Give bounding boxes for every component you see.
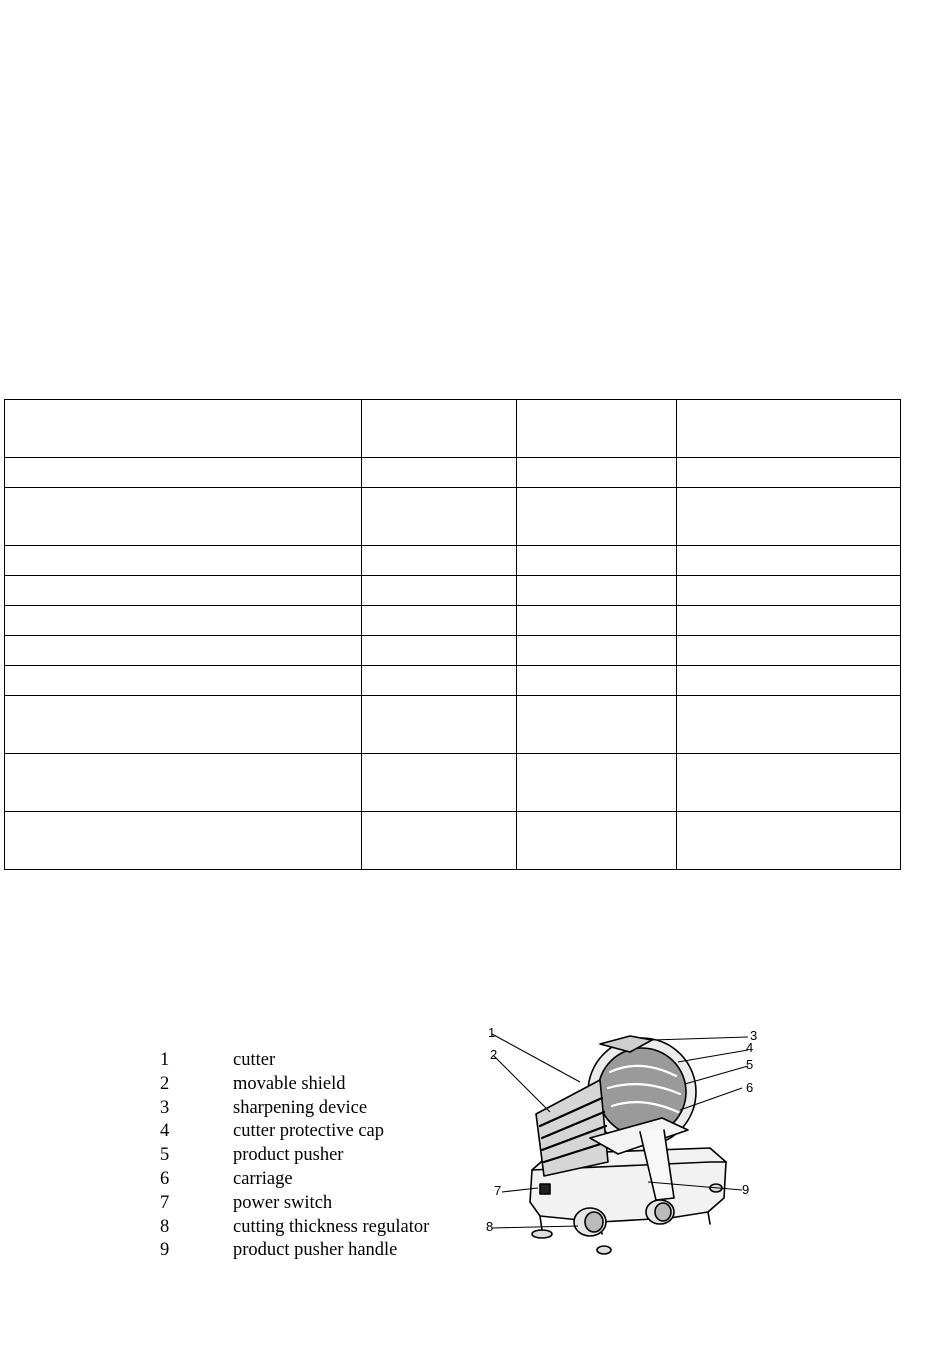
callout-label: 9: [742, 1182, 750, 1197]
table-cell: [5, 666, 362, 696]
table-cell: [677, 546, 901, 576]
table-cell: [677, 696, 901, 754]
table-cell: [362, 458, 517, 488]
table-cell: [677, 636, 901, 666]
table-row: [5, 696, 901, 754]
table-row: [5, 606, 901, 636]
callout-label: 4: [746, 1040, 754, 1055]
table-cell: [677, 606, 901, 636]
legend-number: 6: [160, 1168, 170, 1189]
legend-label: carriage: [233, 1168, 293, 1189]
table-row: [5, 666, 901, 696]
legend-item: [160, 1144, 429, 1168]
table-cell: [5, 488, 362, 546]
table-row: [5, 754, 901, 812]
table-cell: [677, 754, 901, 812]
legend-label: movable shield: [233, 1073, 346, 1094]
callout-label: 7: [494, 1183, 502, 1198]
legend-number: 4: [160, 1121, 170, 1142]
legend-item: [160, 1120, 429, 1144]
table-cell: [362, 576, 517, 606]
legend-number: 5: [160, 1145, 170, 1166]
table-cell: [517, 546, 677, 576]
table-cell: [677, 458, 901, 488]
table-cell: [362, 546, 517, 576]
legend-number: 1: [160, 1050, 170, 1070]
callout-label: 1: [488, 1025, 496, 1040]
table-cell: [362, 606, 517, 636]
legend-number: 2: [160, 1073, 170, 1094]
table-cell: [5, 576, 362, 606]
table-cell: [517, 696, 677, 754]
meat-slicer-illustration-icon: [480, 1022, 770, 1262]
table-cell: [517, 812, 677, 870]
callout-label: 5: [746, 1057, 754, 1072]
legend-item: [160, 1216, 429, 1240]
legend-item: [160, 1097, 429, 1121]
legend-number: 7: [160, 1192, 170, 1213]
table-cell: [5, 812, 362, 870]
legend-item: [160, 1168, 429, 1192]
table-cell: [5, 696, 362, 754]
legend-label: product pusher handle: [233, 1240, 398, 1261]
table-row: [5, 546, 901, 576]
callout-label: 3: [750, 1028, 758, 1043]
table-cell: [362, 636, 517, 666]
legend-item: [160, 1239, 429, 1263]
legend-label: cutter: [233, 1050, 276, 1070]
table-row: [5, 812, 901, 870]
callout-label: 2: [490, 1047, 498, 1062]
parts-legend: [160, 1049, 429, 1263]
table-cell: [362, 400, 517, 458]
table-cell: [517, 400, 677, 458]
table-row: [5, 400, 901, 458]
legend-label: cutting thickness regulator: [233, 1216, 430, 1237]
table-cell: [5, 754, 362, 812]
table-cell: [517, 754, 677, 812]
table-cell: [677, 576, 901, 606]
legend-label: power switch: [233, 1192, 333, 1213]
table-cell: [362, 812, 517, 870]
table-cell: [517, 576, 677, 606]
table-cell: [517, 488, 677, 546]
legend-label: product pusher: [233, 1145, 344, 1166]
table-row: [5, 636, 901, 666]
table-row: [5, 458, 901, 488]
table-cell: [677, 400, 901, 458]
legend-label: sharpening device: [233, 1097, 368, 1118]
table-cell: [362, 666, 517, 696]
table-cell: [5, 458, 362, 488]
callout-label: 6: [746, 1080, 754, 1095]
legend-item: [160, 1073, 429, 1097]
table-cell: [517, 636, 677, 666]
table-cell: [5, 636, 362, 666]
specification-table: [4, 399, 901, 870]
table-cell: [677, 666, 901, 696]
table-cell: [517, 458, 677, 488]
table-cell: [362, 488, 517, 546]
table-row: [5, 576, 901, 606]
legend-number: 3: [160, 1097, 170, 1118]
legend-item: [160, 1192, 429, 1216]
table-row: [5, 488, 901, 546]
table-cell: [362, 754, 517, 812]
table-cell: [362, 696, 517, 754]
table-cell: [677, 488, 901, 546]
callout-label: 8: [486, 1219, 494, 1234]
legend-number: 9: [160, 1240, 170, 1261]
table-cell: [5, 606, 362, 636]
legend-item: [160, 1049, 429, 1073]
table-cell: [5, 546, 362, 576]
legend-label: cutter protective cap: [233, 1121, 384, 1142]
table-cell: [677, 812, 901, 870]
table-cell: [5, 400, 362, 458]
table-cell: [517, 606, 677, 636]
legend-number: 8: [160, 1216, 170, 1237]
table-cell: [517, 666, 677, 696]
